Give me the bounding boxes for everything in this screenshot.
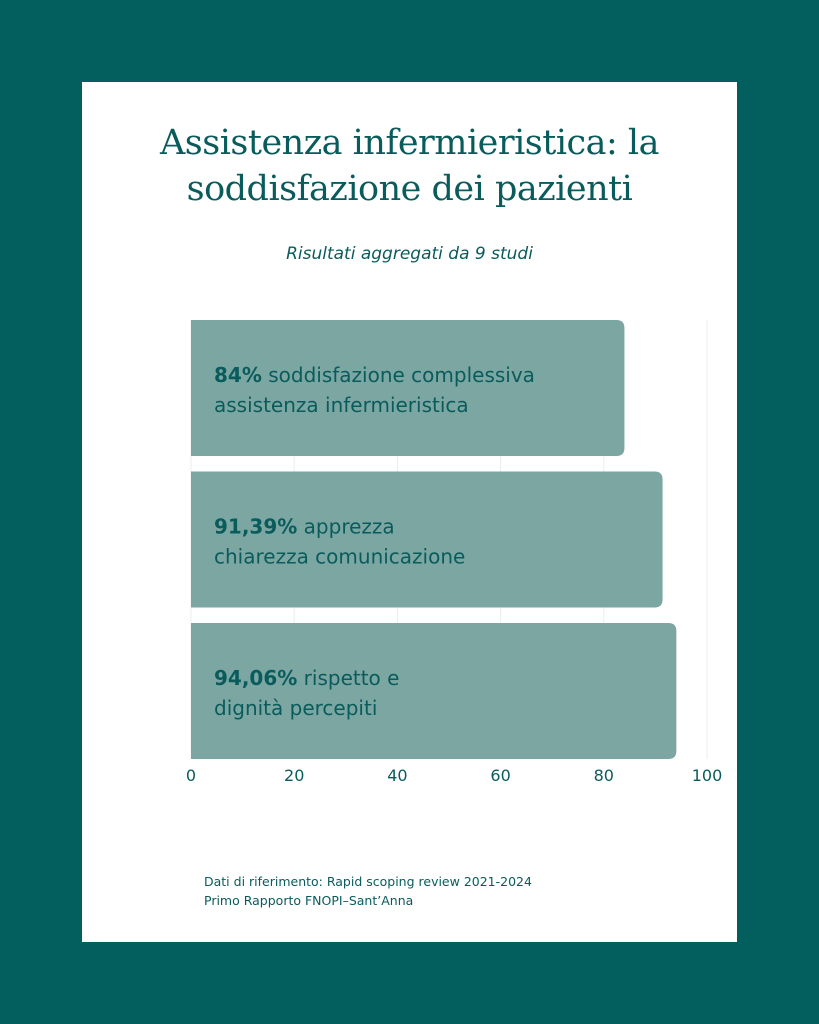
bar bbox=[191, 320, 624, 456]
bar bbox=[191, 472, 663, 608]
x-tick-label: 40 bbox=[387, 766, 408, 785]
x-tick-label: 0 bbox=[185, 766, 197, 785]
bar-label-line: assistenza infermieristica bbox=[214, 393, 469, 417]
x-tick-label: 60 bbox=[490, 766, 511, 785]
bar-value-label: 84% bbox=[214, 363, 262, 387]
bar-label-line: dignità percepiti bbox=[214, 696, 378, 720]
bar-value-label: 91,39% bbox=[214, 514, 298, 539]
source-line-1: Dati di riferimento: Rapid scoping review 2021-2024 bbox=[204, 874, 532, 889]
bar bbox=[191, 623, 676, 759]
bar-label bbox=[214, 363, 535, 387]
x-tick-label: 100 bbox=[691, 766, 723, 785]
title-line-1: Assistenza infermieristica: la bbox=[160, 123, 659, 163]
title-line-2: soddisfazione dei pazienti bbox=[186, 169, 633, 209]
bar-value-label: 94,06% bbox=[214, 666, 298, 690]
bar-label-line: chiarezza comunicazione bbox=[214, 544, 466, 569]
bar-label-line: apprezza bbox=[297, 514, 395, 539]
x-tick-label: 80 bbox=[593, 766, 614, 785]
x-tick-label: 20 bbox=[284, 766, 305, 785]
bar-label bbox=[214, 515, 395, 539]
bar-label-line: soddisfazione complessiva bbox=[261, 363, 535, 387]
bar-label bbox=[214, 666, 399, 690]
source-note bbox=[204, 872, 532, 910]
chart-subtitle: Risultati aggregati da 9 studi bbox=[286, 244, 533, 264]
bar-label-line: rispetto e bbox=[297, 666, 400, 690]
source-line-2: Primo Rapporto FNOPI–Sant’Anna bbox=[204, 893, 414, 908]
